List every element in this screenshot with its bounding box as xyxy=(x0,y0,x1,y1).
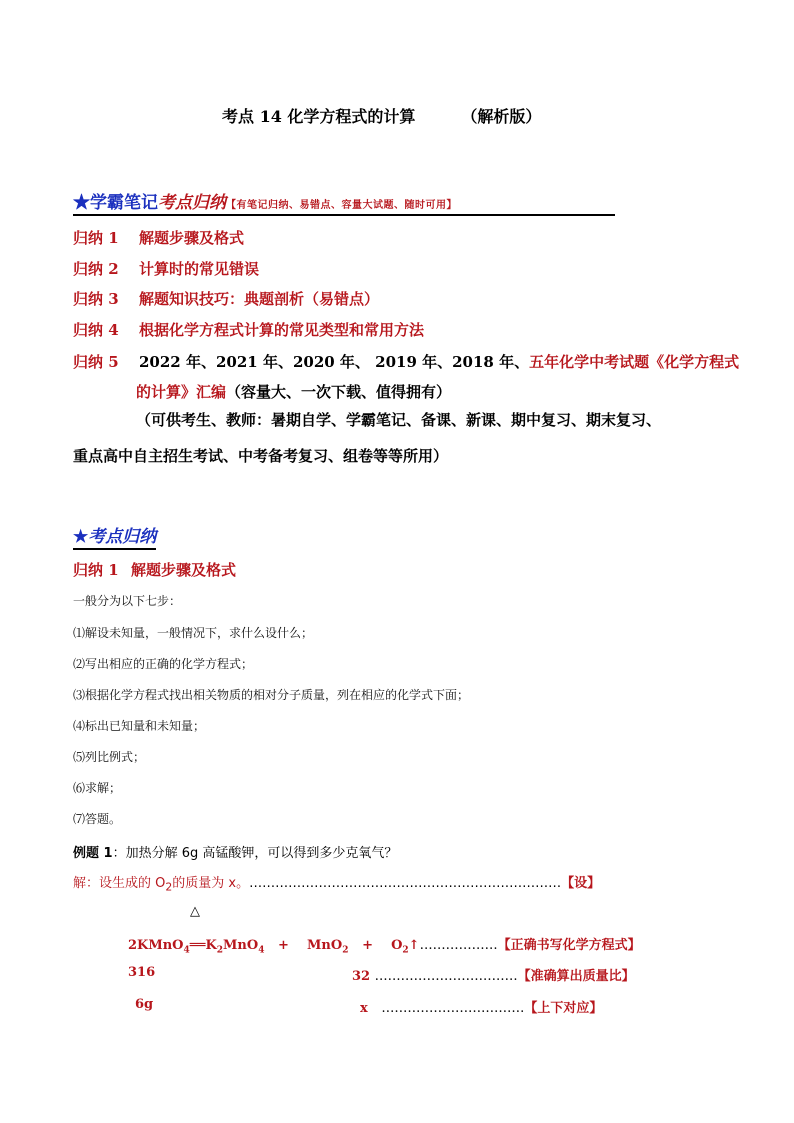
page-title xyxy=(222,104,541,127)
induction-5-note: （容量大、一次下载、值得拥有） xyxy=(226,383,452,401)
step-intro: 一般分为以下七步： xyxy=(73,594,182,608)
section-heading-text: 考点归纳 xyxy=(88,527,157,547)
title-suffix: （解析版） xyxy=(461,107,542,126)
induction-5 xyxy=(73,351,739,372)
subsection-heading: 归纳 1 解题步骤及格式 xyxy=(73,561,237,579)
example-text: ：加热分解 6g 高锰酸钾，可以得到多少克氧气？ xyxy=(112,846,398,861)
leader-dots: ……………… xyxy=(419,938,498,953)
induction-item xyxy=(73,258,259,279)
chemical-equation: $2KMnO_4══K_2MnO_4$ + MnO$_2$ + $O_2↑\dots\dots\dots\dots\dots\dots$【正确书写化学方程式】 xyxy=(128,938,641,956)
step-item: ⑴解设未知量，一般情况下，求什么设什么； xyxy=(73,626,314,640)
induction-label: 归纳 3 xyxy=(73,290,119,308)
leader-dots: ……………………………………………………………… xyxy=(249,876,562,891)
example-label: 例题 1 xyxy=(73,846,113,861)
step-item: ⑶根据化学方程式找出相关物质的相对分子质量，列在相应的化学式下面； xyxy=(73,688,470,702)
section-heading xyxy=(73,522,156,550)
mass-right-row: 32 ……………………………【准确算出质量比】 xyxy=(352,969,635,984)
step-item: ⑹求解； xyxy=(73,781,122,795)
induction-label: 归纳 1 xyxy=(73,229,119,247)
known-right-row: x ……………………………【上下对应】 xyxy=(360,1001,603,1016)
induction-item xyxy=(73,288,379,309)
induction-label: 归纳 5 xyxy=(73,353,119,371)
induction-5-line-4: 重点高中自主招生考试、中考备考复习、组卷等等所用） xyxy=(73,447,449,465)
step-item: ⑺答题。 xyxy=(73,812,122,826)
induction-5-line-2 xyxy=(136,381,451,402)
star-icon: ★ xyxy=(73,527,89,547)
leader-dots: …………………………… xyxy=(381,1001,525,1016)
solution-tag: 【设】 xyxy=(561,876,601,891)
induction-item xyxy=(73,227,244,248)
note-banner xyxy=(73,188,615,216)
equation-tag: 【正确书写化学方程式】 xyxy=(497,938,641,953)
example-question xyxy=(73,842,397,861)
star-icon: ★ xyxy=(73,193,90,213)
solution-line: 解：设生成的 $O_2$的质量为 x。………………………………………………………………【设】 xyxy=(73,876,601,894)
step-item: ⑵写出相应的正确的化学方程式； xyxy=(73,657,254,671)
induction-5-line-3: （可供考生、教师：暑期自学、学霸笔记、备课、新课、期中复习、期末复习、 xyxy=(136,411,662,429)
step-item: ⑸列比例式； xyxy=(73,750,146,764)
known-left: 6g xyxy=(135,997,154,1012)
banner-text-2: 考点归纳 xyxy=(158,193,226,213)
induction-text: 根据化学方程式计算的常见类型和常用方法 xyxy=(139,321,425,339)
induction-item xyxy=(73,319,424,340)
induction-label: 归纳 4 xyxy=(73,321,119,339)
induction-5-red-2: 的计算》汇编 xyxy=(136,383,227,401)
induction-label: 归纳 2 xyxy=(73,260,119,278)
induction-text: 计算时的常见错误 xyxy=(139,260,260,278)
banner-text-1: 学霸笔记 xyxy=(90,193,158,213)
induction-text: 解题步骤及格式 xyxy=(139,229,245,247)
banner-text-3: 【有笔记归纳、易错点、容量大试题、随时可用】 xyxy=(226,200,457,211)
mass-tag: 【准确算出质量比】 xyxy=(517,969,635,984)
known-tag: 【上下对应】 xyxy=(524,1001,603,1016)
title-main: 考点 14 化学方程式的计算 xyxy=(222,107,416,126)
induction-5-red-1: 五年化学中考试题《化学方程式 xyxy=(529,353,740,371)
leader-dots: …………………………… xyxy=(374,969,518,984)
induction-5-years: 2022 年、2021 年、2020 年、 2019 年、2018 年、 xyxy=(139,353,530,371)
heat-symbol: △ xyxy=(190,904,200,919)
step-item: ⑷标出已知量和未知量； xyxy=(73,719,206,733)
mass-left: 316 xyxy=(128,965,156,980)
induction-text: 解题知识技巧：典题剖析（易错点） xyxy=(139,290,380,308)
